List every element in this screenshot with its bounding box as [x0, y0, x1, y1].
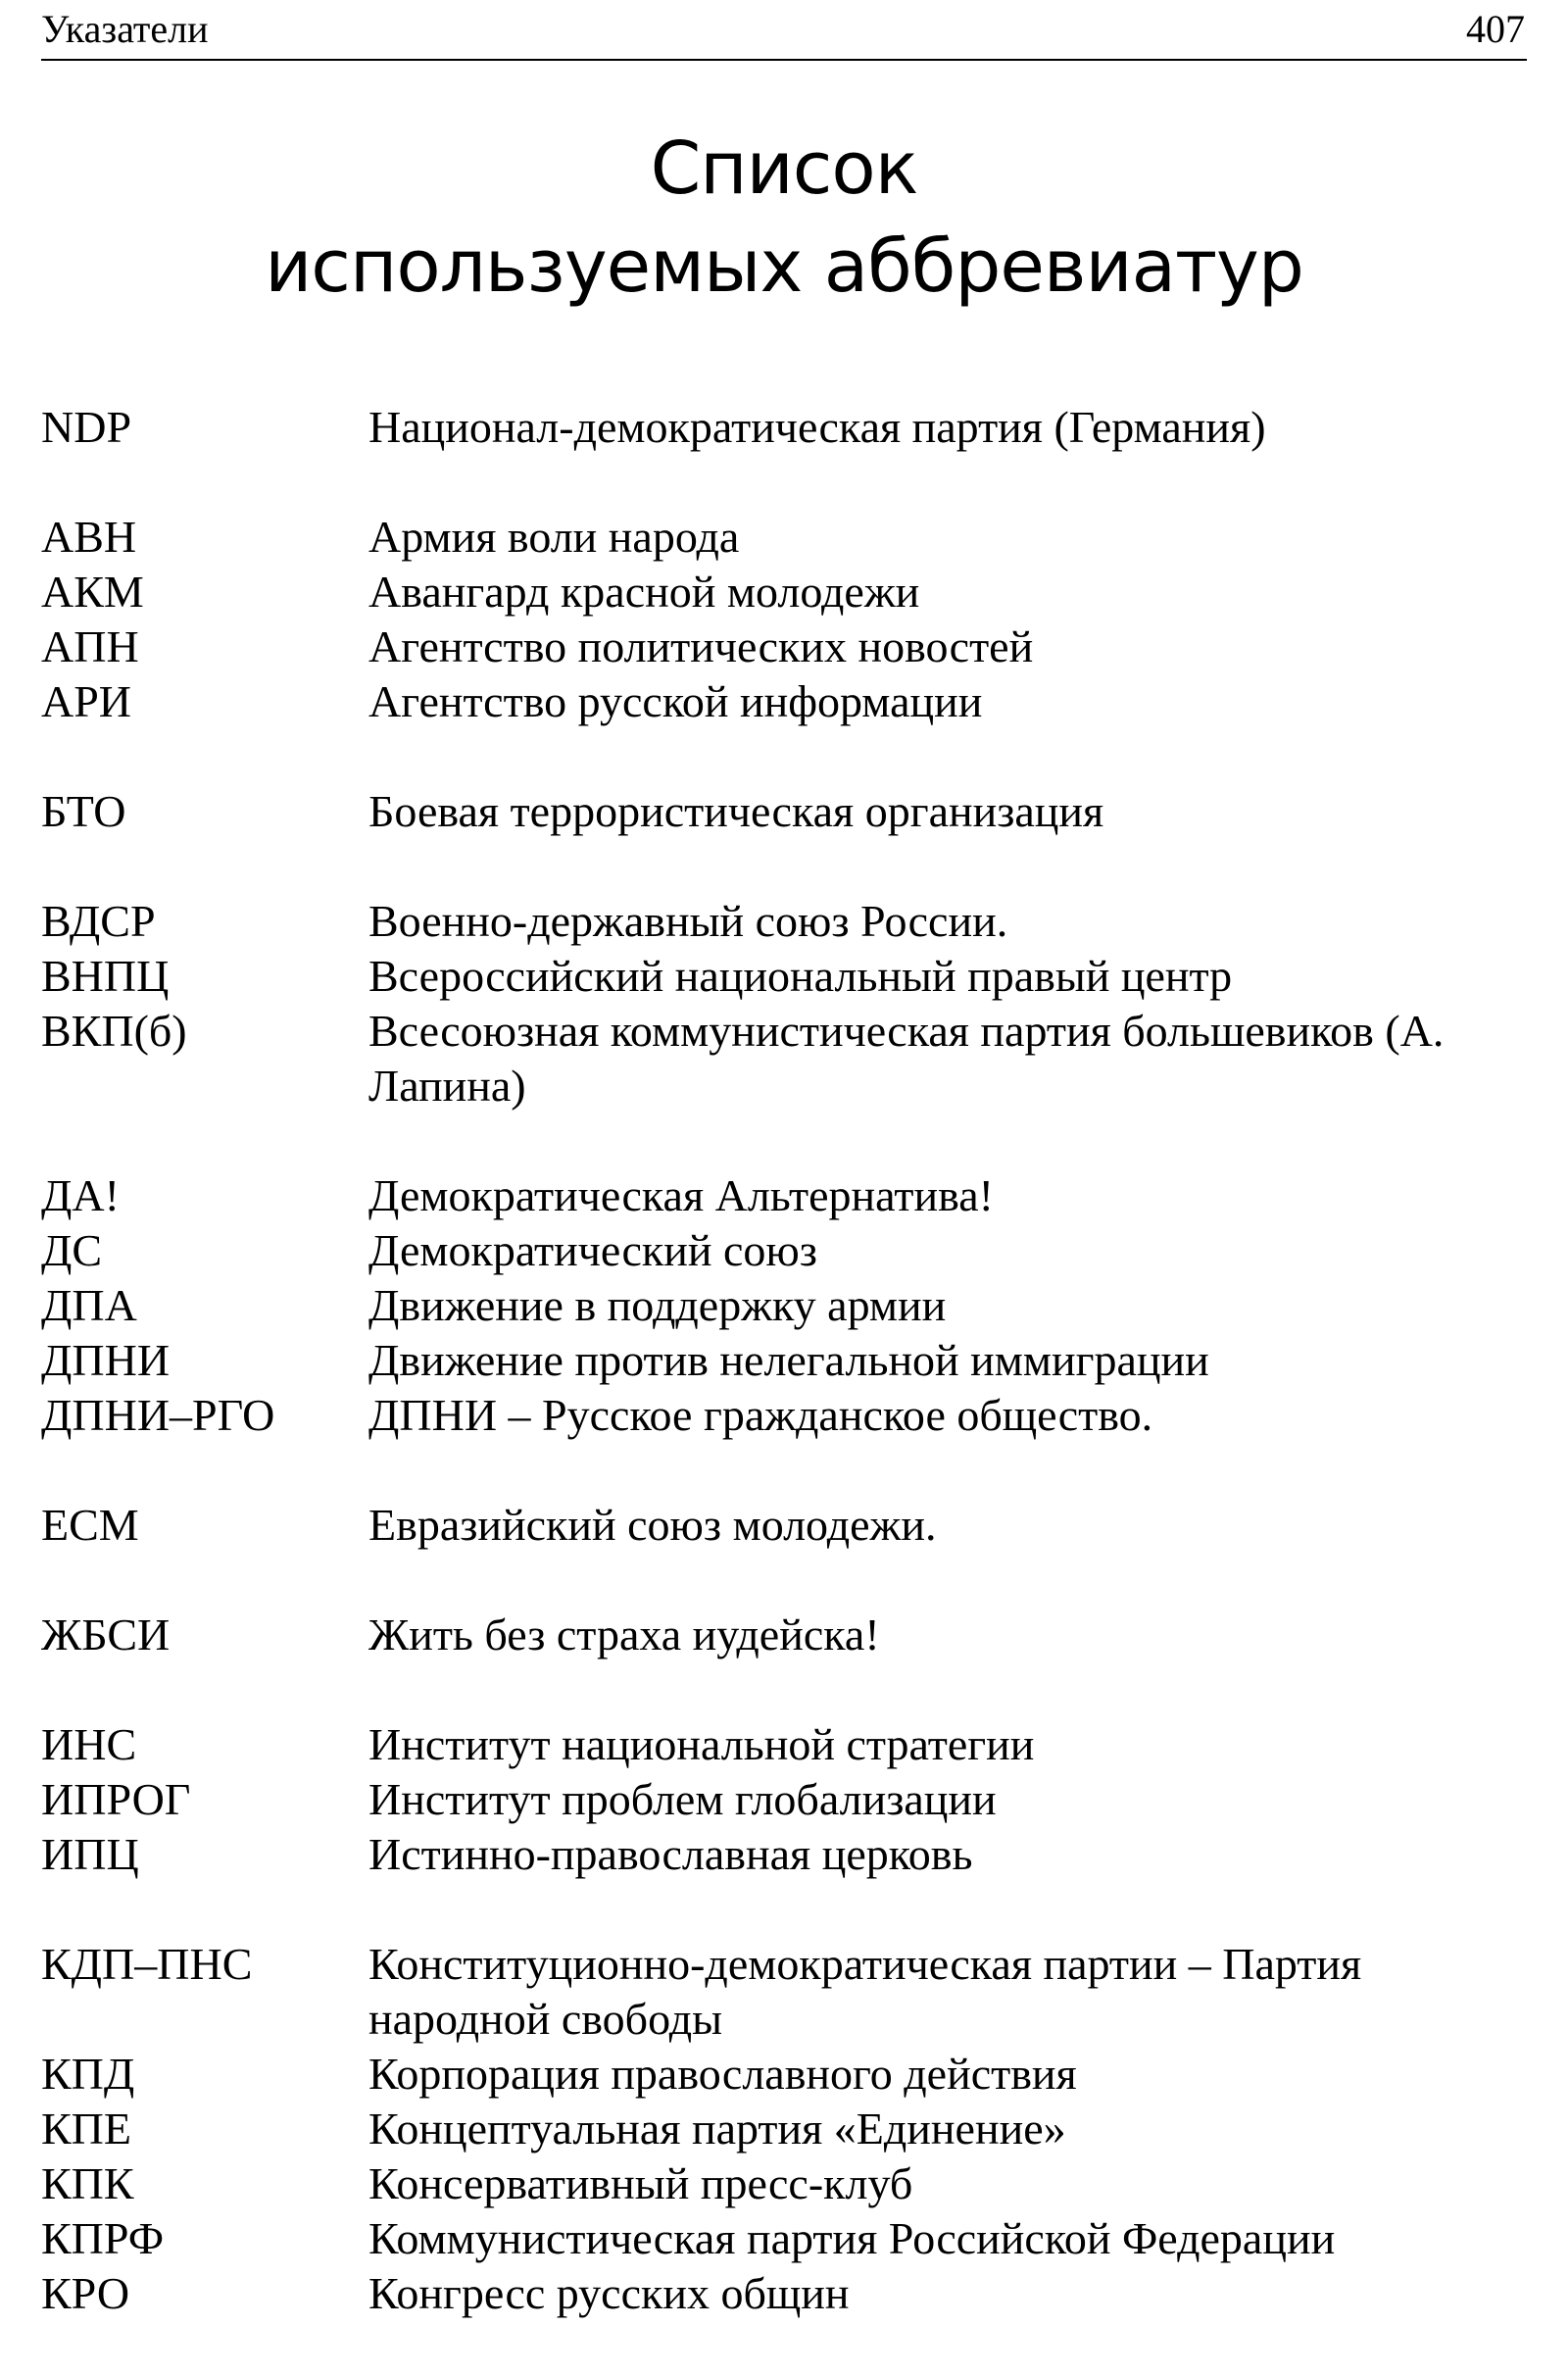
abbreviation-entry — [41, 894, 1531, 949]
abbreviation-entry — [41, 1333, 1531, 1388]
abbreviation-definition: Коммунистическая партия Российской Федерации — [368, 2213, 1336, 2263]
abbreviation-term: БТО — [41, 786, 126, 836]
abbreviation-entry — [41, 1717, 1531, 1772]
abbreviation-group — [41, 1498, 1531, 1553]
abbreviation-group — [41, 894, 1531, 1114]
abbreviation-group — [41, 1717, 1531, 1882]
page-title — [0, 120, 1568, 316]
abbreviation-entry — [41, 1608, 1531, 1662]
abbreviation-definition: Конгресс русских общин — [368, 2268, 850, 2318]
abbreviation-group — [41, 1168, 1531, 1443]
abbreviation-definition: Агентство русской информации — [368, 676, 983, 726]
abbreviation-term: КПРФ — [41, 2213, 165, 2263]
abbreviation-entry — [41, 2102, 1531, 2156]
section-name: Указатели — [41, 7, 209, 51]
abbreviation-definition: Авангард красной молодежи — [368, 567, 920, 617]
abbreviation-term: ИПРОГ — [41, 1774, 191, 1824]
abbreviation-term: КПК — [41, 2158, 134, 2208]
abbreviation-term: ЖБСИ — [41, 1609, 171, 1659]
abbreviation-entry — [41, 2266, 1531, 2321]
abbreviation-definition: Всесоюзная коммунистическая партия большевиков (А. Лапина) — [368, 1006, 1445, 1111]
abbreviation-group — [41, 784, 1531, 839]
abbreviation-group — [41, 1608, 1531, 1662]
page-number: 407 — [1466, 7, 1525, 51]
abbreviation-term: ИНС — [41, 1719, 137, 1769]
abbreviation-entry — [41, 619, 1531, 674]
abbreviation-entry — [41, 1168, 1531, 1223]
abbreviation-entry — [41, 949, 1531, 1004]
abbreviation-definition: Всероссийский национальный правый центр — [368, 951, 1233, 1001]
abbreviation-entry — [41, 674, 1531, 729]
abbreviation-group — [41, 400, 1531, 455]
abbreviation-entry — [41, 2047, 1531, 2102]
abbreviation-entry — [41, 1772, 1531, 1827]
abbreviation-entry — [41, 565, 1531, 619]
abbreviation-definition: Демократическая Альтернатива! — [368, 1170, 994, 1220]
abbreviation-definition: Армия воли народа — [368, 512, 740, 562]
abbreviation-definition: Демократический союз — [368, 1225, 817, 1275]
abbreviation-term: ДПА — [41, 1280, 137, 1330]
abbreviation-term: ДА! — [41, 1170, 120, 1220]
abbreviation-definition: Консервативный пресс-клуб — [368, 2158, 913, 2208]
abbreviation-definition: Военно-державный союз России. — [368, 896, 1008, 946]
abbreviation-term: ВКП(б) — [41, 1006, 187, 1056]
abbreviation-entry — [41, 1278, 1531, 1333]
abbreviation-entry — [41, 1388, 1531, 1443]
abbreviation-group — [41, 510, 1531, 729]
abbreviation-entry — [41, 400, 1531, 455]
abbreviation-term: ИПЦ — [41, 1829, 139, 1879]
abbreviation-term: ЕСМ — [41, 1500, 139, 1550]
abbreviation-term: АПН — [41, 621, 139, 671]
abbreviation-entry — [41, 2211, 1531, 2266]
abbreviation-definition: ДПНИ – Русское гражданское общество. — [368, 1390, 1153, 1440]
abbreviation-entry — [41, 2156, 1531, 2211]
abbreviation-entry — [41, 784, 1531, 839]
abbreviation-term: АРИ — [41, 676, 132, 726]
abbreviation-definition: Евразийский союз молодежи. — [368, 1500, 937, 1550]
page-title-line-1: Список — [650, 126, 918, 211]
abbreviation-group — [41, 1937, 1531, 2321]
abbreviation-term: АКМ — [41, 567, 144, 617]
abbreviation-entry — [41, 510, 1531, 565]
abbreviation-definition: Корпорация православного действия — [368, 2049, 1077, 2099]
abbreviation-term: ВДСР — [41, 896, 156, 946]
abbreviation-definition: Движение в поддержку армии — [368, 1280, 947, 1330]
abbreviation-entry — [41, 1937, 1531, 2047]
abbreviation-term: ДС — [41, 1225, 103, 1275]
abbreviation-definition: Национал-демократическая партия (Германия) — [368, 402, 1266, 452]
abbreviation-term: КДП–ПНС — [41, 1939, 253, 1989]
abbreviation-term: КПЕ — [41, 2104, 131, 2153]
abbreviation-definition: Институт национальной стратегии — [368, 1719, 1035, 1769]
abbreviation-term: КРО — [41, 2268, 130, 2318]
abbreviation-term: КПД — [41, 2049, 135, 2099]
abbreviation-definition: Жить без страха иудейска! — [368, 1609, 880, 1659]
abbreviation-term: ДПНИ–РГО — [41, 1390, 275, 1440]
abbreviation-definition: Концептуальная партия «Единение» — [368, 2104, 1066, 2153]
abbreviation-term: ДПНИ — [41, 1335, 171, 1385]
abbreviation-entry — [41, 1004, 1531, 1114]
abbreviation-definition: Истинно-православная церковь — [368, 1829, 973, 1879]
abbreviation-definition: Институт проблем глобализации — [368, 1774, 997, 1824]
abbreviation-entry — [41, 1498, 1531, 1553]
abbreviation-definition: Движение против нелегальной иммиграции — [368, 1335, 1209, 1385]
abbreviation-term: ВНПЦ — [41, 951, 170, 1001]
abbreviation-term: NDP — [41, 402, 132, 452]
page-title-line-2: используемых аббревиатур — [265, 224, 1303, 309]
abbreviation-term: АВН — [41, 512, 137, 562]
running-header — [41, 2, 1527, 61]
abbreviation-entry — [41, 1827, 1531, 1882]
abbreviation-definition: Боевая террористическая организация — [368, 786, 1104, 836]
abbreviation-definition: Агентство политических новостей — [368, 621, 1034, 671]
abbreviation-list — [41, 400, 1531, 2376]
abbreviation-entry — [41, 1223, 1531, 1278]
abbreviation-definition: Конституционно-демократическая партии – Партия народной свободы — [368, 1939, 1362, 2044]
